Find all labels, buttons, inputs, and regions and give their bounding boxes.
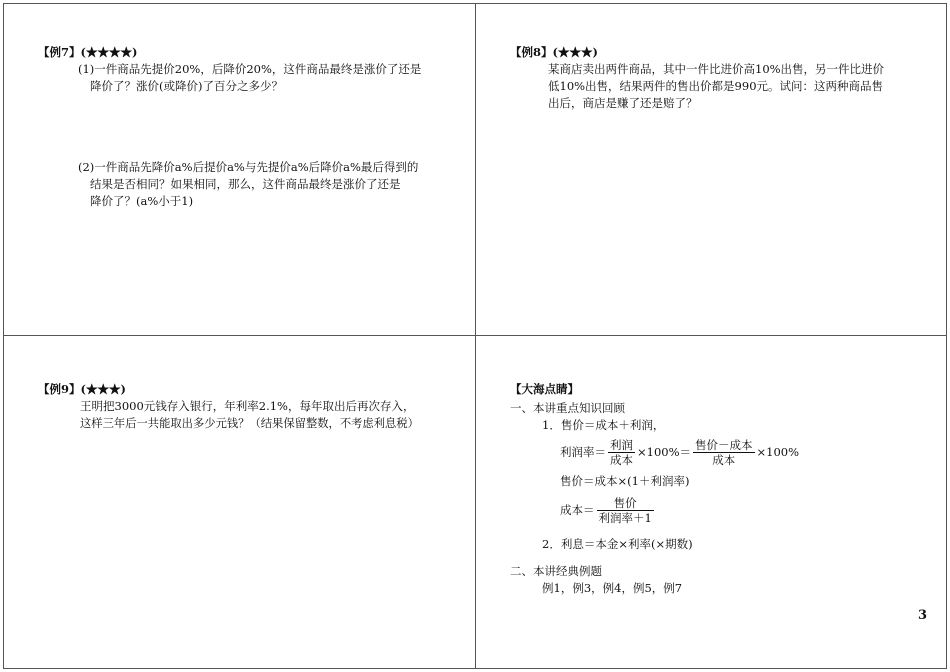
- summary-section-1: 一、本讲重点知识回顾: [510, 401, 625, 415]
- example-8-line1: 某商店卖出两件商品，其中一件比进价高10%出售，另一件比进价: [548, 62, 885, 76]
- fraction-denominator: 利润率＋1: [598, 510, 652, 525]
- cost-formula: [510, 492, 930, 528]
- example-7-part1-line1: (1)一件商品先提价20%，后降价20%，这件商品最终是涨价了还是: [78, 62, 422, 76]
- fraction-price-over-rate: [597, 496, 654, 525]
- example-7-part2-line2: 结果是否相同？如果相同，那么，这件商品最终是涨价了还是: [90, 177, 401, 191]
- summary-title: 【大海点睛】: [510, 382, 579, 396]
- example-8-line3: 出后，商店是赚了还是赔了？: [548, 96, 698, 110]
- example-9-header: 【例9】(★★★): [38, 382, 126, 396]
- horizontal-divider: [3, 335, 947, 336]
- example-7-part1-line2: 降价了？涨价(或降价)了百分之多少？: [90, 79, 283, 93]
- fraction-profit-over-cost: [608, 438, 635, 467]
- example-9-panel: [38, 381, 473, 432]
- times-100-percent-a: ×100%＝: [637, 444, 692, 459]
- fraction-price-minus-cost: [693, 438, 755, 467]
- example-7-part2-line1: (2)一件商品先降价a%后提价a%与先提价a%后降价a%最后得到的: [78, 160, 419, 174]
- times-100-percent-b: ×100%: [756, 444, 800, 459]
- fraction-denominator: 成本: [610, 452, 633, 467]
- summary-examples: 例1，例3，例4，例5，例7: [542, 581, 683, 595]
- fraction-numerator: 售价－成本: [695, 437, 753, 452]
- fraction-numerator: 售价: [613, 495, 637, 510]
- example-9-line2: 这样三年后一共能取出多少元钱？（结果保留整数，不考虑利息税）: [80, 417, 419, 430]
- summary-section-2: 二、本讲经典例题: [510, 564, 602, 578]
- example-9-line1: 王明把3000元钱存入银行，年利率2.1%，每年取出后再次存入，: [80, 399, 415, 413]
- summary-panel: [510, 381, 930, 597]
- profit-rate-label: 利润率＝: [560, 444, 606, 459]
- fraction-numerator: 利润: [610, 437, 633, 452]
- page-number: 3: [918, 608, 928, 623]
- example-7-part2-line3: 降价了？(a%小于1): [90, 194, 194, 208]
- price-formula: 售价＝成本×(1＋利润率): [560, 473, 690, 488]
- profit-rate-formula: [510, 434, 930, 470]
- cost-label: 成本＝: [560, 502, 595, 517]
- example-8-header: 【例8】(★★★): [510, 45, 598, 59]
- summary-item-2: 2．利息＝本金×利率(×期数): [542, 537, 693, 551]
- summary-item-1: 1．售价＝成本＋利润，: [542, 418, 665, 432]
- example-8-line2: 低10%出售，结果两件的售出价都是990元。试问：这两种商品售: [548, 79, 884, 93]
- example-7-header: 【例7】(★★★★): [38, 45, 138, 59]
- vertical-divider: [475, 3, 476, 669]
- example-7-panel: [38, 44, 468, 210]
- fraction-denominator: 成本: [712, 452, 736, 467]
- example-8-panel: [510, 44, 940, 112]
